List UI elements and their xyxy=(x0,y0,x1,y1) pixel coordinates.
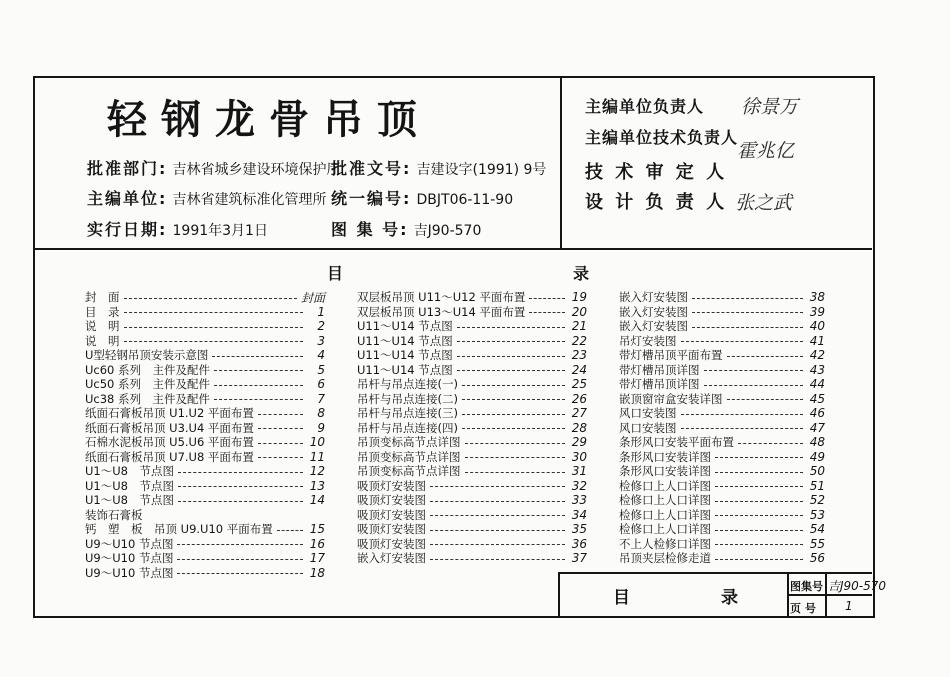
toc-row xyxy=(619,537,825,552)
toc-row-page: 16 xyxy=(309,536,325,551)
toc-row xyxy=(619,377,825,392)
toc-row-page: 5 xyxy=(317,362,325,377)
toc-row xyxy=(357,493,587,508)
toc-row xyxy=(85,435,325,450)
toc-row-title: 条形风口安装平面布置 xyxy=(619,435,734,450)
toc-row-page: 48 xyxy=(809,435,825,450)
toc-row-leader xyxy=(124,312,304,313)
toc-row-leader xyxy=(681,428,804,429)
toc-row-page: 15 xyxy=(309,522,325,537)
title-block-left xyxy=(558,572,560,618)
toc-row-page: 36 xyxy=(571,536,587,551)
toc-row-page: 50 xyxy=(809,464,825,479)
toc-row-leader xyxy=(214,370,303,371)
toc-row-title: Uc38 系列 主件及配件 xyxy=(85,391,211,406)
toc-row-page: 30 xyxy=(571,449,587,464)
toc-row xyxy=(619,450,825,465)
resp-role-3: 技 术 审 定 人 xyxy=(585,162,728,183)
toc-row xyxy=(619,406,825,421)
toc-row-title: 吸顶灯安装图 xyxy=(357,507,426,522)
toc-row xyxy=(619,363,825,378)
toc-row xyxy=(357,377,587,392)
toc-row-title: 双层板吊顶 U13～U14 平面布置 xyxy=(357,304,526,319)
toc-row xyxy=(85,479,325,494)
toc-row-page: 8 xyxy=(317,406,325,421)
unified-no xyxy=(331,186,513,209)
toc-row-title: 说 明 xyxy=(85,319,120,334)
unified-no-value: DBJT06-11-90 xyxy=(416,192,514,208)
toc-row-page: 44 xyxy=(809,377,825,392)
toc-row-title: 吊杆与吊点连接(一) xyxy=(357,377,458,392)
resp-signature-1: 徐景万 xyxy=(741,96,799,118)
toc-row xyxy=(357,421,587,436)
toc-row-title: U1～U8 节点图 xyxy=(85,464,174,479)
approval-dept-value: 吉林省城乡建设环境保护厅 xyxy=(172,162,341,178)
toc-row-title: 吊顶变标高节点详图 xyxy=(357,449,461,464)
approval-dept xyxy=(87,156,341,179)
toc-row-leader xyxy=(462,414,565,415)
unified-no-label: 统一编号: xyxy=(331,189,412,208)
toc-row xyxy=(619,551,825,566)
toc-row xyxy=(85,348,325,363)
toc-row-title: 检修口上人口详图 xyxy=(619,522,711,537)
toc-row-title: 吊杆与吊点连接(二) xyxy=(357,391,458,406)
toc-row-title: 嵌顶窗帘盒安装详图 xyxy=(619,391,723,406)
toc-row-page: 12 xyxy=(309,464,325,479)
toc-row xyxy=(357,290,587,305)
toc-row-leader xyxy=(214,385,303,386)
toc-row-page: 37 xyxy=(571,551,587,566)
toc-row xyxy=(85,450,325,465)
toc-row-leader xyxy=(124,341,304,342)
toc-row xyxy=(85,508,325,523)
toc-row xyxy=(619,334,825,349)
toc-row-page: 22 xyxy=(571,333,587,348)
toc-row-leader xyxy=(529,312,565,313)
toc-row-title: U9～U10 节点图 xyxy=(85,536,174,551)
resp-signature-4: 张之武 xyxy=(735,192,793,214)
toc-row-leader xyxy=(462,428,565,429)
toc-row-title: 双层板吊顶 U11～U12 平面布置 xyxy=(357,290,526,305)
toc-row-leader xyxy=(277,530,303,531)
toc-row-leader xyxy=(465,472,566,473)
toc-row-page: 32 xyxy=(571,478,587,493)
atlas-no xyxy=(331,217,481,240)
toc-row-leader xyxy=(465,443,566,444)
toc-row-page: 51 xyxy=(809,478,825,493)
toc-row-title: 风口安装图 xyxy=(619,406,677,421)
toc-row-leader xyxy=(178,472,303,473)
toc-row-title: 吸顶灯安装图 xyxy=(357,522,426,537)
toc-row xyxy=(357,435,587,450)
toc-row xyxy=(85,537,325,552)
toc-row-leader xyxy=(715,472,803,473)
toc-row xyxy=(85,319,325,334)
toc-row-page: 55 xyxy=(809,536,825,551)
toc-row-page: 10 xyxy=(309,435,325,450)
toc-row-leader xyxy=(178,486,303,487)
toc-row-leader xyxy=(258,428,303,429)
toc-row-page: 7 xyxy=(317,391,325,406)
toc-row xyxy=(85,334,325,349)
toc-column-3 xyxy=(619,290,825,566)
toc-row-title: 吊顶夹层检修走道 xyxy=(619,551,711,566)
toc-row-leader xyxy=(715,530,803,531)
effective-date-label: 实行日期: xyxy=(87,220,168,239)
toc-row-leader xyxy=(430,559,565,560)
toc-row-leader xyxy=(715,515,803,516)
toc-row-title: 说 明 xyxy=(85,333,120,348)
toc-row-title: 嵌入灯安装图 xyxy=(357,551,426,566)
toc-row-title: 装饰石膏板 xyxy=(85,507,143,522)
effective-date-value: 1991年3月1日 xyxy=(172,223,268,239)
toc-row-title: 带灯槽吊顶平面布置 xyxy=(619,348,723,363)
toc-row-page: 53 xyxy=(809,507,825,522)
editor-unit xyxy=(87,186,327,209)
toc-row-title: 检修口上人口详图 xyxy=(619,507,711,522)
toc-row-page: 31 xyxy=(571,464,587,479)
toc-row-title: 吸顶灯安装图 xyxy=(357,478,426,493)
toc-row xyxy=(619,421,825,436)
resp-role-2: 主编单位技术负责人 xyxy=(585,128,739,147)
toc-row-title: 吊杆与吊点连接(三) xyxy=(357,406,458,421)
toc-row-title: 吊杆与吊点连接(四) xyxy=(357,420,458,435)
toc-row-title: U11～U14 节点图 xyxy=(357,319,453,334)
toc-row-leader xyxy=(462,385,565,386)
toc-row-page: 40 xyxy=(809,319,825,334)
toc-row-leader xyxy=(692,312,803,313)
toc-row xyxy=(619,319,825,334)
toc-row-leader xyxy=(178,501,303,502)
toc-row-title: U1～U8 节点图 xyxy=(85,478,174,493)
toc-row xyxy=(357,537,587,552)
toc-row-leader xyxy=(124,327,304,328)
drawing-sheet xyxy=(33,76,887,618)
atlas-no-cell-label: 图集号 xyxy=(790,580,823,593)
toc-row-leader xyxy=(715,457,803,458)
toc-row xyxy=(85,551,325,566)
title-block-label-left: 目 xyxy=(613,588,632,608)
toc-row-page: 6 xyxy=(317,377,325,392)
toc-row xyxy=(357,464,587,479)
toc-row-page: 43 xyxy=(809,362,825,377)
toc-heading-left: 目 xyxy=(327,264,344,283)
toc-row xyxy=(357,551,587,566)
resp-role-1: 主编单位负责人 xyxy=(585,97,705,116)
toc-heading-right: 录 xyxy=(573,264,590,283)
toc-row-page: 35 xyxy=(571,522,587,537)
toc-row-page: 14 xyxy=(309,493,325,508)
toc-row-page: 1 xyxy=(317,304,325,319)
toc-row-title: 带灯槽吊顶详图 xyxy=(619,362,700,377)
toc-row-leader xyxy=(258,457,303,458)
document-title: 轻钢龙骨吊顶 xyxy=(107,96,431,143)
toc-row xyxy=(357,450,587,465)
toc-row-page: 3 xyxy=(317,333,325,348)
toc-row xyxy=(85,392,325,407)
toc-row-page: 11 xyxy=(309,449,325,464)
toc-row-leader xyxy=(715,544,803,545)
toc-row-title: 条形风口安装详图 xyxy=(619,449,711,464)
editor-unit-label: 主编单位: xyxy=(87,189,168,208)
toc-row-title: 嵌入灯安装图 xyxy=(619,319,688,334)
toc-row-title: 带灯槽吊顶详图 xyxy=(619,377,700,392)
toc-row xyxy=(357,348,587,363)
toc-row-title: U11～U14 节点图 xyxy=(357,362,453,377)
toc-row xyxy=(357,522,587,537)
toc-row xyxy=(85,464,325,479)
toc-row-leader xyxy=(727,399,804,400)
toc-row-leader xyxy=(214,399,303,400)
toc-row-page: 29 xyxy=(571,435,587,450)
toc-row-page: 13 xyxy=(309,478,325,493)
toc-row xyxy=(619,522,825,537)
toc-row-leader xyxy=(457,327,565,328)
toc-row-leader xyxy=(124,298,297,299)
approval-doc-value: 吉建设字(1991) 9号 xyxy=(416,162,547,178)
atlas-no-value: 吉J90-570 xyxy=(413,223,482,239)
toc-row-title: U型轻钢吊顶安装示意图 xyxy=(85,348,209,363)
atlas-no-cell-value: 吉J90-570 xyxy=(828,579,887,593)
toc-row-title: 吊顶变标高节点详图 xyxy=(357,435,461,450)
toc-row-leader xyxy=(715,486,803,487)
toc-row xyxy=(619,392,825,407)
toc-row-page: 4 xyxy=(317,348,325,363)
toc-row-leader xyxy=(465,457,566,458)
toc-row-page: 17 xyxy=(309,551,325,566)
toc-row xyxy=(357,305,587,320)
header-vertical-divider xyxy=(560,78,562,248)
toc-row-title: 检修口上人口详图 xyxy=(619,493,711,508)
toc-row xyxy=(85,305,325,320)
toc-row-leader xyxy=(177,573,303,574)
toc-row-page: 23 xyxy=(571,348,587,363)
toc-row-page: 2 xyxy=(317,319,325,334)
toc-row xyxy=(619,493,825,508)
toc-row-page: 封面 xyxy=(300,290,325,305)
toc-row-title: U11～U14 节点图 xyxy=(357,333,453,348)
toc-row-leader xyxy=(430,486,565,487)
toc-row xyxy=(85,406,325,421)
toc-row-title: 纸面石膏板吊顶 U7.U8 平面布置 xyxy=(85,449,254,464)
header-divider xyxy=(35,248,872,250)
toc-row-page: 47 xyxy=(809,420,825,435)
toc-row-leader xyxy=(457,341,565,342)
toc-row-page: 41 xyxy=(809,333,825,348)
toc-row-page: 49 xyxy=(809,449,825,464)
toc-row-leader xyxy=(715,501,803,502)
toc-row-page: 24 xyxy=(571,362,587,377)
toc-row-title: 纸面石膏板吊顶 U3.U4 平面布置 xyxy=(85,420,254,435)
resp-signature-2: 霍兆亿 xyxy=(737,140,795,162)
approval-dept-label: 批准部门: xyxy=(87,159,168,178)
toc-row-leader xyxy=(727,356,804,357)
toc-row-title: 吊顶变标高节点详图 xyxy=(357,464,461,479)
toc-row xyxy=(619,508,825,523)
toc-row-page: 52 xyxy=(809,493,825,508)
toc-row-leader xyxy=(177,559,303,560)
toc-row-leader xyxy=(681,414,804,415)
toc-row xyxy=(357,392,587,407)
toc-row xyxy=(357,334,587,349)
toc-row xyxy=(85,522,325,537)
toc-row xyxy=(85,290,325,305)
toc-row-leader xyxy=(430,501,565,502)
editor-unit-value: 吉林省建筑标准化管理所 xyxy=(172,192,327,208)
toc-row-page: 18 xyxy=(309,565,325,580)
toc-row-title: 纸面石膏板吊顶 U1.U2 平面布置 xyxy=(85,406,254,421)
toc-row xyxy=(619,348,825,363)
toc-row-title: 条形风口安装详图 xyxy=(619,464,711,479)
toc-row-leader xyxy=(738,443,803,444)
toc-row-title: U9～U10 节点图 xyxy=(85,551,174,566)
toc-row-title: U1～U8 节点图 xyxy=(85,493,174,508)
toc-row xyxy=(85,566,325,581)
toc-row-page: 42 xyxy=(809,348,825,363)
toc-row-title: 吸顶灯安装图 xyxy=(357,536,426,551)
toc-row-page: 46 xyxy=(809,406,825,421)
toc-row xyxy=(619,305,825,320)
toc-row-title: 吸顶灯安装图 xyxy=(357,493,426,508)
toc-row-leader xyxy=(692,327,803,328)
toc-row xyxy=(357,406,587,421)
toc-row-title: 吊灯安装图 xyxy=(619,333,677,348)
toc-row-title: 检修口上人口详图 xyxy=(619,478,711,493)
toc-row xyxy=(357,319,587,334)
toc-row-page: 9 xyxy=(317,420,325,435)
toc-row xyxy=(357,363,587,378)
toc-row-title: 嵌入灯安装图 xyxy=(619,304,688,319)
toc-row-title: U9～U10 节点图 xyxy=(85,565,174,580)
toc-row-title: U11～U14 节点图 xyxy=(357,348,453,363)
toc-row-leader xyxy=(681,341,804,342)
toc-row-leader xyxy=(457,370,565,371)
toc-row-leader xyxy=(529,298,565,299)
toc-row-page: 21 xyxy=(571,319,587,334)
toc-row-leader xyxy=(258,443,303,444)
toc-row-leader xyxy=(430,544,565,545)
toc-row xyxy=(619,290,825,305)
toc-row-leader xyxy=(430,530,565,531)
page-no-cell-label: 页 号 xyxy=(790,602,816,615)
toc-row-title: 封 面 xyxy=(85,290,120,305)
toc-row-title: 不上人检修口详图 xyxy=(619,536,711,551)
toc-row-title: 石棉水泥板吊顶 U5.U6 平面布置 xyxy=(85,435,254,450)
toc-row-leader xyxy=(430,515,565,516)
toc-row-leader xyxy=(258,414,303,415)
effective-date xyxy=(87,217,268,240)
toc-row-page: 56 xyxy=(809,551,825,566)
toc-row-page: 19 xyxy=(571,290,587,305)
toc-column-1 xyxy=(85,290,325,580)
toc-row xyxy=(85,377,325,392)
toc-row-leader xyxy=(457,356,565,357)
toc-row-title: 钙 塑 板 吊顶 U9.U10 平面布置 xyxy=(85,522,273,537)
toc-row-leader xyxy=(704,385,804,386)
toc-row-leader xyxy=(177,544,303,545)
toc-row-page: 27 xyxy=(571,406,587,421)
toc-row xyxy=(85,421,325,436)
approval-doc xyxy=(331,156,546,179)
toc-row xyxy=(85,363,325,378)
toc-row-page: 39 xyxy=(809,304,825,319)
toc-row-title: 风口安装图 xyxy=(619,420,677,435)
resp-role-4: 设 计 负 责 人 xyxy=(585,192,728,213)
toc-row-page: 20 xyxy=(571,304,587,319)
toc-row-leader xyxy=(692,298,803,299)
approval-doc-label: 批准文号: xyxy=(331,159,412,178)
toc-column-2 xyxy=(357,290,587,566)
toc-row xyxy=(619,464,825,479)
toc-row-page: 26 xyxy=(571,391,587,406)
toc-row-title: 嵌入灯安装图 xyxy=(619,290,688,305)
toc-row-title: Uc50 系列 主件及配件 xyxy=(85,377,211,392)
toc-row-page: 38 xyxy=(809,290,825,305)
toc-row-page: 45 xyxy=(809,391,825,406)
toc-row xyxy=(85,493,325,508)
toc-row-leader xyxy=(212,356,303,357)
toc-row xyxy=(357,508,587,523)
atlas-no-label: 图 集 号: xyxy=(331,220,409,239)
toc-row-page: 34 xyxy=(571,507,587,522)
toc-row-title: Uc60 系列 主件及配件 xyxy=(85,362,211,377)
toc-row-page: 28 xyxy=(571,420,587,435)
toc-row-page: 25 xyxy=(571,377,587,392)
page-no-cell-value: 1 xyxy=(845,599,853,613)
toc-row-leader xyxy=(462,399,565,400)
title-block-row xyxy=(787,594,872,596)
title-block-label-right: 录 xyxy=(721,588,740,608)
toc-row-page: 33 xyxy=(571,493,587,508)
toc-row-page: 54 xyxy=(809,522,825,537)
toc-row-leader xyxy=(715,559,803,560)
toc-row-leader xyxy=(704,370,804,371)
toc-row xyxy=(619,479,825,494)
toc-row xyxy=(619,435,825,450)
toc-row-title: 目 录 xyxy=(85,304,120,319)
toc-row xyxy=(357,479,587,494)
